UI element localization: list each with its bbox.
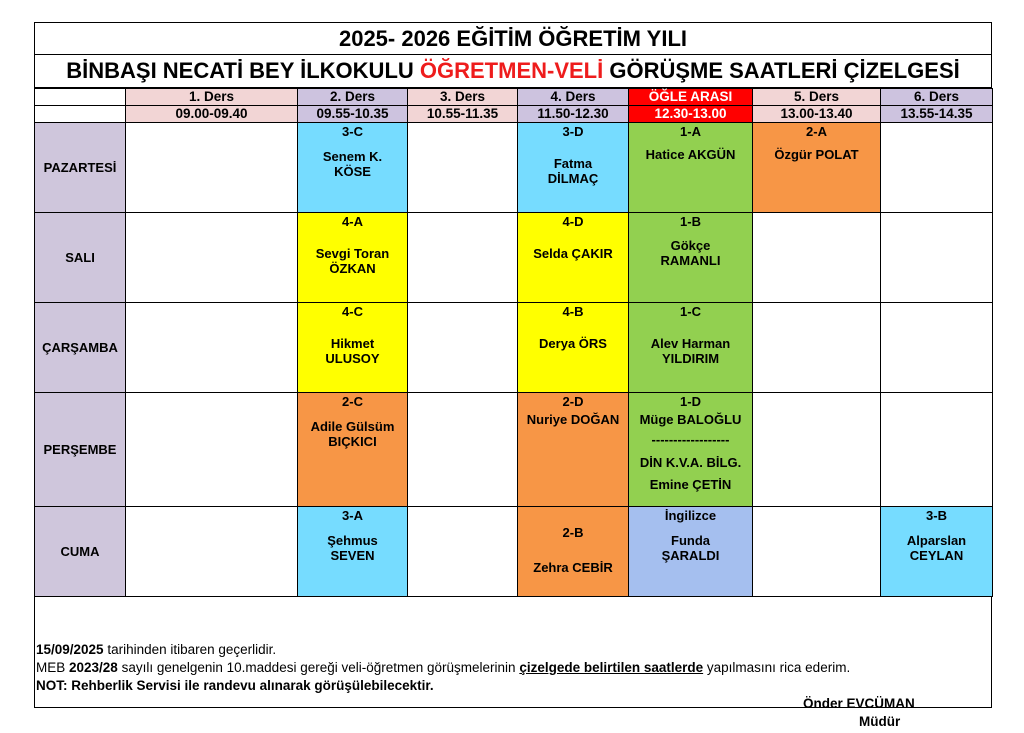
validity-note <box>36 642 276 657</box>
regulation-note <box>36 660 850 675</box>
teacher-name: Özgür POLAT <box>774 147 859 162</box>
schedule-sheet <box>34 22 992 729</box>
separator-line: ------------------ <box>651 432 730 447</box>
cell-empty <box>881 213 993 303</box>
col-header-3: 3. Ders <box>408 89 518 106</box>
regulation-text-e: yapılmasını rica ederim. <box>703 660 851 675</box>
cell-empty <box>753 507 881 597</box>
teacher-name-2: Emine ÇETİN <box>649 477 732 492</box>
teacher-surname: ULUSOY <box>325 351 380 366</box>
cell-thu-d4 <box>518 393 629 507</box>
page-subtitle <box>35 54 991 88</box>
class-code: 2-A <box>806 124 827 139</box>
col-time-lunch: 12.30-13.00 <box>629 106 753 123</box>
teacher-name: Alev Harman <box>650 336 731 351</box>
teacher-name: Funda <box>671 533 710 548</box>
class-code: 1-B <box>680 214 701 229</box>
cell-thu-lunch <box>629 393 753 507</box>
teacher-name: Zehra CEBİR <box>533 560 613 575</box>
teacher-name: Selda ÇAKIR <box>533 246 613 261</box>
cell-mon-d5 <box>753 123 881 213</box>
corner-cell-2 <box>35 106 126 123</box>
class-code: 3-A <box>342 508 363 523</box>
teacher-name: Derya ÖRS <box>539 336 607 351</box>
teacher-name: Gökçe <box>670 238 711 253</box>
cell-wed-d4 <box>518 303 629 393</box>
col-header-1: 1. Ders <box>126 89 298 106</box>
cell-empty <box>881 393 993 507</box>
cell-fri-lunch <box>629 507 753 597</box>
header-row-times <box>35 106 993 123</box>
teacher-surname: DİLMAÇ <box>547 171 599 186</box>
subtitle-school: BİNBAŞI NECATİ BEY İLKOKULU <box>66 58 420 83</box>
class-code: 3-D <box>562 124 584 139</box>
col-time-6: 13.55-14.35 <box>881 106 993 123</box>
cell-thu-d2 <box>298 393 408 507</box>
validity-text: tarihinden itibaren geçerlidir. <box>103 642 277 657</box>
cell-empty <box>408 123 518 213</box>
class-code: 3-C <box>342 124 363 139</box>
day-label-thursday: PERŞEMBE <box>35 393 126 507</box>
teacher-name: Hikmet <box>330 336 375 351</box>
cell-empty <box>126 213 298 303</box>
teacher-name: Fatma <box>553 156 593 171</box>
col-header-lunch: ÖĞLE ARASI <box>629 89 753 106</box>
teacher-name: Sevgi Toran <box>315 246 390 261</box>
cell-empty <box>753 213 881 303</box>
cell-mon-lunch <box>629 123 753 213</box>
guidance-note: NOT: Rehberlik Servisi ile randevu alınarak görüşülebilecektir. <box>36 678 434 693</box>
teacher-name: Senem K. <box>322 149 383 164</box>
day-label-friday: CUMA <box>35 507 126 597</box>
day-label-monday: PAZARTESİ <box>35 123 126 213</box>
class-code: 2-D <box>562 394 584 409</box>
teacher-surname: KÖSE <box>334 164 371 179</box>
row-friday <box>35 507 993 597</box>
class-code: 1-D <box>680 394 701 409</box>
teacher-name: Nuriye DOĞAN <box>526 412 620 427</box>
cell-tue-d4 <box>518 213 629 303</box>
class-code: 4-C <box>342 304 363 319</box>
teacher-surname: SEVEN <box>330 548 375 563</box>
class-code: 1-C <box>680 304 701 319</box>
class-code: 1-A <box>680 124 701 139</box>
cell-empty <box>408 213 518 303</box>
col-time-5: 13.00-13.40 <box>753 106 881 123</box>
row-tuesday <box>35 213 993 303</box>
regulation-number: 2023/28 <box>69 660 118 675</box>
header-row-lessons <box>35 89 993 106</box>
cell-fri-d6 <box>881 507 993 597</box>
col-time-1: 09.00-09.40 <box>126 106 298 123</box>
col-time-2: 09.55-10.35 <box>298 106 408 123</box>
signer-name: Önder EVCÜMAN <box>803 696 915 711</box>
regulation-text-c: sayılı genelgenin 10.maddesi gereği veli-öğretmen görüşmelerinin <box>117 660 520 675</box>
day-label-wednesday: ÇARŞAMBA <box>35 303 126 393</box>
cell-empty <box>753 303 881 393</box>
cell-empty <box>408 507 518 597</box>
teacher-name: Alparslan <box>906 533 967 548</box>
class-code: 4-D <box>562 214 584 229</box>
cell-empty <box>408 303 518 393</box>
class-code: 3-B <box>926 508 947 523</box>
class-code: 2-B <box>562 525 584 540</box>
teacher-surname: YILDIRIM <box>661 351 720 366</box>
day-label-tuesday: SALI <box>35 213 126 303</box>
page-title: 2025- 2026 EĞİTİM ÖĞRETİM YILI <box>35 23 991 55</box>
regulation-text-a: MEB <box>36 660 70 675</box>
teacher-name: Şehmus <box>327 533 378 548</box>
cell-fri-d4 <box>518 507 629 597</box>
cell-fri-d2 <box>298 507 408 597</box>
teacher-surname: ÖZKAN <box>329 261 376 276</box>
row-thursday <box>35 393 993 507</box>
col-header-4: 4. Ders <box>518 89 629 106</box>
teacher-name: Müge BALOĞLU <box>639 412 742 427</box>
col-time-4: 11.50-12.30 <box>518 106 629 123</box>
cell-empty <box>881 303 993 393</box>
cell-mon-d4 <box>518 123 629 213</box>
cell-tue-lunch <box>629 213 753 303</box>
teacher-surname: BIÇKICI <box>328 434 377 449</box>
subject-name: DİN K.V.A. BİLG. <box>639 455 742 470</box>
teacher-surname: RAMANLI <box>660 253 721 268</box>
corner-cell <box>35 89 126 106</box>
class-code: 2-C <box>342 394 363 409</box>
class-code: 4-B <box>562 304 584 319</box>
class-code: 4-A <box>342 214 363 229</box>
cell-tue-d2 <box>298 213 408 303</box>
row-wednesday <box>35 303 993 393</box>
cell-empty <box>126 123 298 213</box>
col-header-5: 5. Ders <box>753 89 881 106</box>
cell-empty <box>408 393 518 507</box>
cell-mon-d2 <box>298 123 408 213</box>
row-monday <box>35 123 993 213</box>
subtitle-rest: GÖRÜŞME SAATLERİ ÇİZELGESİ <box>603 58 960 83</box>
teacher-name: Adile Gülsüm <box>310 419 395 434</box>
schedule-table <box>34 88 993 597</box>
col-header-6: 6. Ders <box>881 89 993 106</box>
cell-empty <box>126 303 298 393</box>
cell-empty <box>881 123 993 213</box>
cell-empty <box>753 393 881 507</box>
signer-title: Müdür <box>859 714 901 729</box>
regulation-emphasis: çizelgede belirtilen saatlerde <box>519 660 704 675</box>
validity-date: 15/09/2025 <box>36 642 104 657</box>
subject-name: İngilizce <box>664 508 717 523</box>
cell-empty <box>126 393 298 507</box>
teacher-surname: ŞARALDI <box>661 548 720 563</box>
cell-empty <box>126 507 298 597</box>
cell-wed-d2 <box>298 303 408 393</box>
teacher-surname: CEYLAN <box>909 548 964 563</box>
subtitle-highlight: ÖĞRETMEN-VELİ <box>419 58 604 83</box>
teacher-name: Hatice AKGÜN <box>645 147 736 162</box>
col-header-2: 2. Ders <box>298 89 408 106</box>
col-time-3: 10.55-11.35 <box>408 106 518 123</box>
cell-wed-lunch <box>629 303 753 393</box>
